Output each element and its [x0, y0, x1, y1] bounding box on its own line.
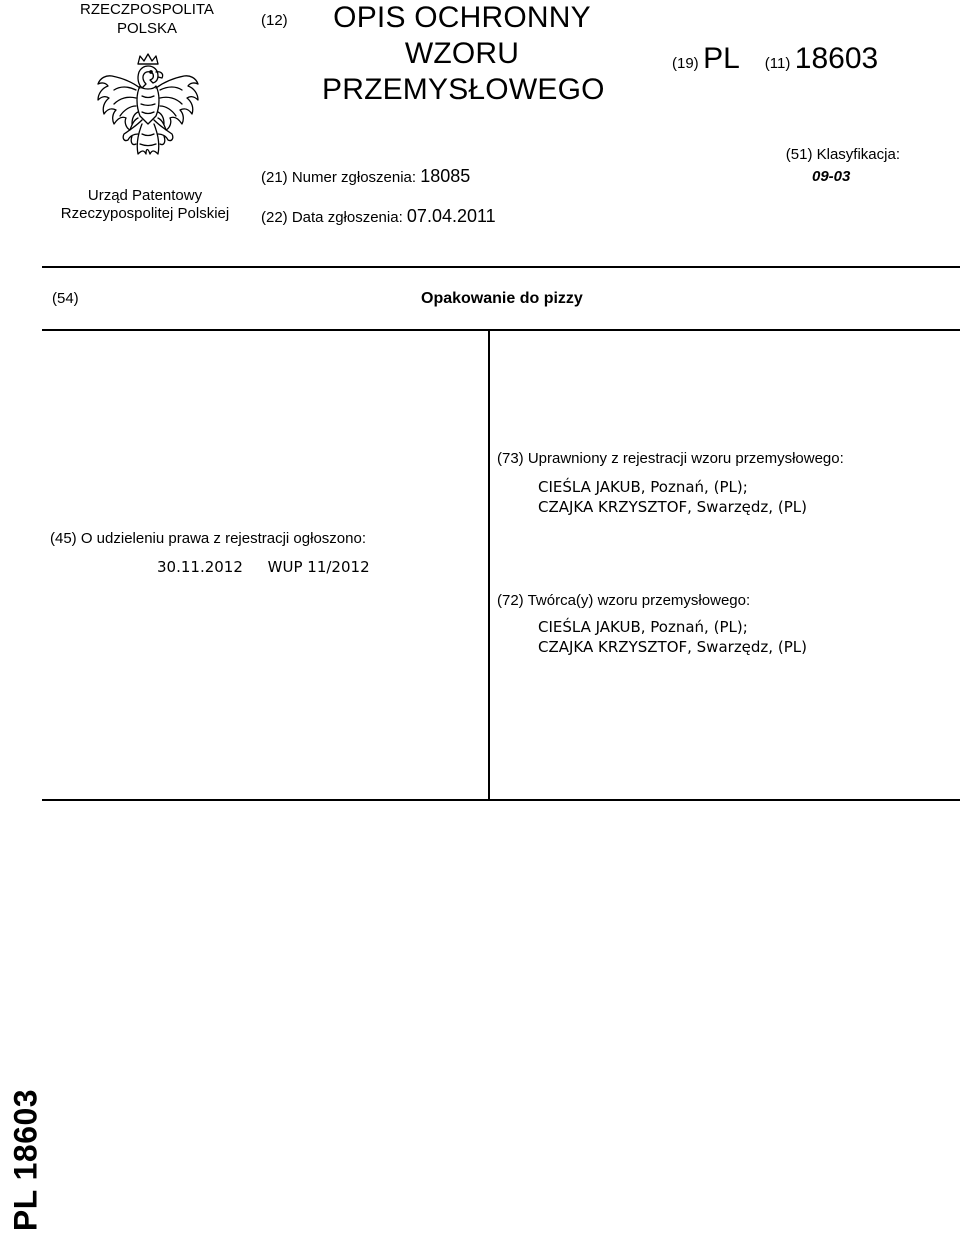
creator-names [538, 617, 807, 657]
holder-names [538, 477, 807, 517]
creator-name: CZAJKA KRZYSZTOF, Swarzędz, (PL) [538, 638, 807, 656]
application-number-field [261, 166, 470, 187]
grant-bulletin: WUP 11/2012 [267, 558, 370, 576]
filing-date-value: 07.04.2011 [406, 206, 496, 226]
application-number-label: (21) Numer zgłoszenia: [261, 169, 417, 186]
grant-label: (45) O udzieleniu prawa z rejestracji ogłoszono: [50, 530, 366, 547]
holder-name: CZAJKA KRZYSZTOF, Swarzędz, (PL) [538, 498, 807, 516]
divider-bottom [42, 799, 960, 801]
patent-office-name: Urząd Patentowy Rzeczypospolitej Polskiej [60, 187, 230, 222]
creator-label: (72) Twórca(y) wzoru przemysłowego: [497, 592, 751, 609]
publication-number: 18603 [794, 42, 879, 75]
filing-date-label: (22) Data zgłoszenia: [261, 209, 403, 226]
filing-date-field [261, 206, 496, 227]
divider-top [42, 266, 960, 268]
design-title: Opakowanie do pizzy [421, 290, 583, 307]
polish-eagle-icon [92, 50, 204, 170]
country-name: RZECZPOSPOLITA POLSKA [80, 1, 214, 37]
holder-name: CIEŚLA JAKUB, Poznań, (PL); [538, 478, 748, 496]
creator-name: CIEŚLA JAKUB, Poznań, (PL); [538, 618, 748, 636]
classification-label: (51) Klasyfikacja: [785, 146, 900, 163]
divider-vertical [488, 330, 490, 801]
grant-publication [157, 558, 370, 576]
classification-value: 09-03 [812, 168, 851, 185]
holder-label: (73) Uprawniony z rejestracji wzoru przemysłowego: [497, 450, 844, 467]
divider-title [42, 329, 960, 331]
code-54: (54) [52, 290, 79, 307]
application-number-value: 18085 [420, 166, 471, 186]
document-title: OPIS OCHRONNY WZORU PRZEMYSŁOWEGO [322, 1, 605, 106]
code-11: (11) [764, 55, 791, 72]
country-code: PL [703, 42, 740, 75]
side-publication-label: PL 18603 [7, 1088, 44, 1232]
code-12: (12) [261, 12, 288, 29]
code-19: (19) [672, 55, 699, 72]
grant-date: 30.11.2012 [157, 558, 243, 576]
publication-number-line [672, 42, 878, 76]
